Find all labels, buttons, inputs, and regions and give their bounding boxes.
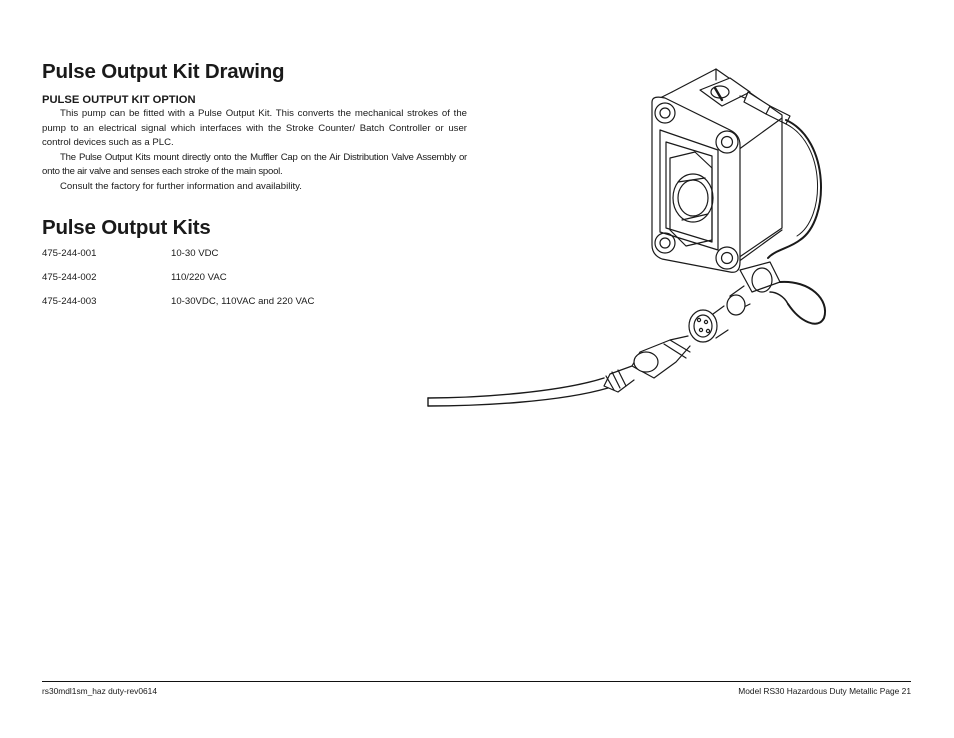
option-paragraph-3: Consult the factory for further information and availability. [60, 180, 302, 192]
option-heading: PULSE OUTPUT KIT OPTION [42, 94, 196, 106]
kit-part-number: 475-244-003 [42, 296, 97, 307]
kit-description: 110/220 VAC [171, 272, 227, 283]
kit-description: 10-30VDC, 110VAC and 220 VAC [171, 296, 315, 307]
kit-description: 10-30 VDC [171, 248, 219, 259]
pulse-output-kit-drawing [420, 60, 840, 420]
footer-page-label: Model RS30 Hazardous Duty Metallic Page 21 [738, 686, 911, 696]
section-title-kits: Pulse Output Kits [42, 216, 211, 239]
option-body [42, 107, 467, 194]
kit-part-number: 475-244-002 [42, 272, 97, 283]
option-paragraph-1: This pump can be fitted with a Pulse Output Kit. This converts the mechanical strokes of the pump to an electrical signal which interfaces with the Stroke Counter/ Batch Controller or user control devices such as a PLC. [42, 108, 467, 148]
footer-document-id: rs30mdl1sm_haz duty-rev0614 [42, 686, 157, 696]
footer-rule [42, 681, 911, 682]
option-paragraph-2: The Pulse Output Kits mount directly onto the Muffler Cap on the Air Distribution Valve Assembly or onto the air valve and senses each stroke of the main spool. [42, 151, 467, 177]
section-title-drawing: Pulse Output Kit Drawing [42, 60, 285, 83]
kit-part-number: 475-244-001 [42, 248, 97, 259]
